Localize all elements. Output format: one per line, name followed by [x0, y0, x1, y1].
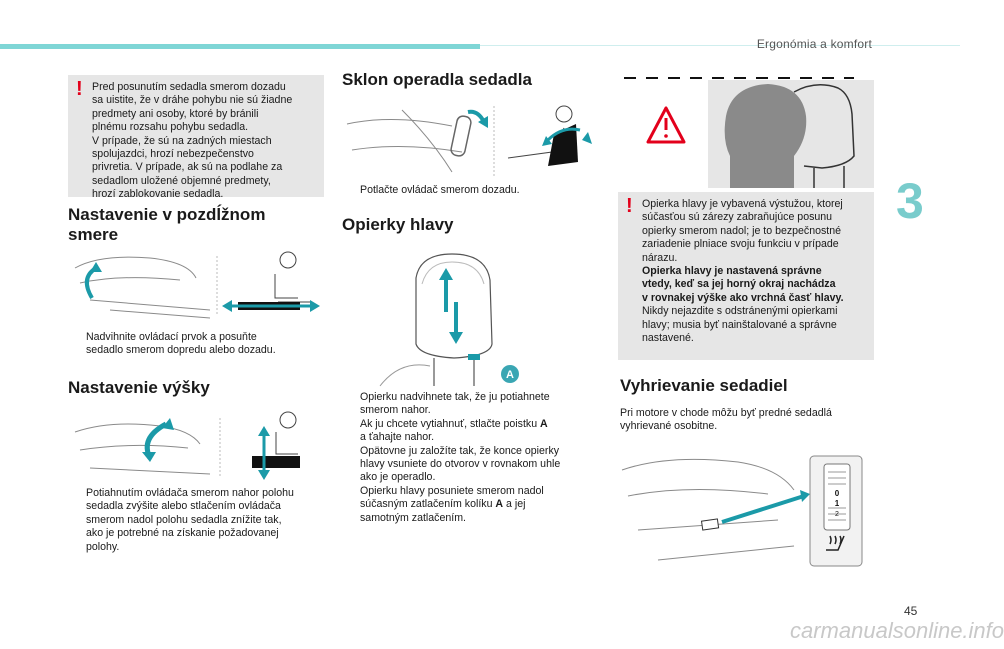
header-rule [480, 45, 960, 46]
seat-warning-box [68, 75, 324, 201]
step-item: Potiahnutím ovládača smerom nahor polohu sedadla zvýšite alebo stlačením ovládača smerom nadol polohu sedadla znížite tak, ako je potrebné na získanie požadovanej polohy. [86, 487, 294, 553]
section-title-heating: Vyhrievanie sedadiel [620, 376, 788, 395]
step-item: Opierku nadvihnete tak, že ju potiahnete smerom nahor. [360, 391, 550, 417]
dial-label: 1 [834, 499, 840, 508]
warning-line: Pred posunutím sedadla smerom dozadu [92, 81, 286, 93]
section-title-headrest: Opierky hlavy [342, 215, 454, 234]
header-accent-bar [0, 44, 480, 49]
headrest-instructions [344, 391, 606, 525]
headrest-illustration [380, 250, 530, 386]
step-item: Opätovne ju založíte tak, že konce opierky hlavy vsuniete do otvorov v rovnakom uhle ako je operadlo. [360, 444, 561, 484]
callout-a: A [506, 369, 514, 381]
backrest-adjust-illustration [342, 100, 596, 178]
warning-line: predmety ani osoby, ktoré by bránili [92, 107, 259, 120]
warning-icon: ! [76, 78, 83, 100]
chapter-number: 3 [896, 173, 924, 229]
step-item: Ak ju chcete vytiahnuť, stlačte poistku A a ťahajte nahor. [360, 417, 548, 444]
step-item: Potlačte ovládač smerom dozadu. [360, 184, 520, 196]
backrest-instructions [344, 184, 604, 197]
warning-line: súčasťou sú zárezy zabraňujúce posunu [642, 211, 833, 224]
warning-line: zariadenie plniace svoju funkciu v prípade [642, 238, 839, 251]
step-item: Nadvihnite ovládací prvok a posuňte sedadlo smerom dopredu alebo dozadu. [86, 331, 276, 357]
watermark: carmanualsonline.info [790, 618, 1004, 643]
step-item: Opierku hlavy posuniete smerom nadol súčasným zatlačením kolíku A a jej samotným zatlačením. [360, 484, 544, 524]
warning-line: Opierka hlavy je vybavená výstužou, ktorej [642, 198, 843, 210]
warning-line: V prípade, že sú na zadných miestach [92, 134, 272, 147]
warning-line: hlavy; musia byť nainštalované a správne [642, 318, 837, 331]
warning-line: sa uistite, že v dráhe pohybu nie sú žiadne [92, 94, 293, 107]
warning-line: Opierka hlavy je nastavená správne [642, 265, 822, 278]
warning-line: hrozí zablokovanie sedadla. [92, 188, 224, 201]
page-number: 45 [904, 604, 918, 618]
seat-heating-illustration [618, 450, 864, 568]
heating-text: Pri motore v chode môžu byť predné sedadlá vyhrievané osobitne. [620, 407, 832, 433]
dial-label: 2 [835, 511, 839, 518]
section-title-longitudinal: Nastavenie v pozdĺžnom smere [68, 205, 266, 244]
warning-line: nárazu. [642, 251, 678, 264]
headrest-warning-box [618, 192, 874, 360]
warning-line: sedadlom uložené objemné predmety, [92, 174, 271, 187]
warning-icon: ! [626, 195, 633, 217]
warning-line: Nikdy nejazdite s odstránenými opierkami [642, 305, 838, 318]
warning-line: nastavené. [642, 332, 694, 345]
warning-line: vtedy, keď sa jej horný okraj nachádza [642, 278, 836, 291]
dial-label: 0 [834, 489, 840, 498]
warning-line: opierky smerom nadol; je to bezpečnostné [642, 224, 842, 237]
warning-line: v rovnakej výške ako vrchná časť hlavy. [642, 291, 844, 304]
chapter-title: Ergonómia a komfort [756, 37, 872, 51]
longitudinal-instructions [70, 331, 330, 358]
warning-line: privretia. V prípade, ak sú na podlahe za [92, 161, 283, 174]
height-instructions [70, 487, 340, 554]
height-adjust-illustration [70, 410, 320, 480]
warning-line: spolujazdci, hrozí nebezpečenstvo [92, 148, 254, 161]
section-title-backrest: Sklon operadla sedadla [342, 70, 532, 89]
warning-line: plnému rozsahu pohybu sedadla. [92, 121, 249, 134]
headrest-height-illustration [618, 70, 874, 188]
longitudinal-adjust-illustration [70, 248, 320, 318]
section-title-height: Nastavenie výšky [68, 378, 210, 397]
